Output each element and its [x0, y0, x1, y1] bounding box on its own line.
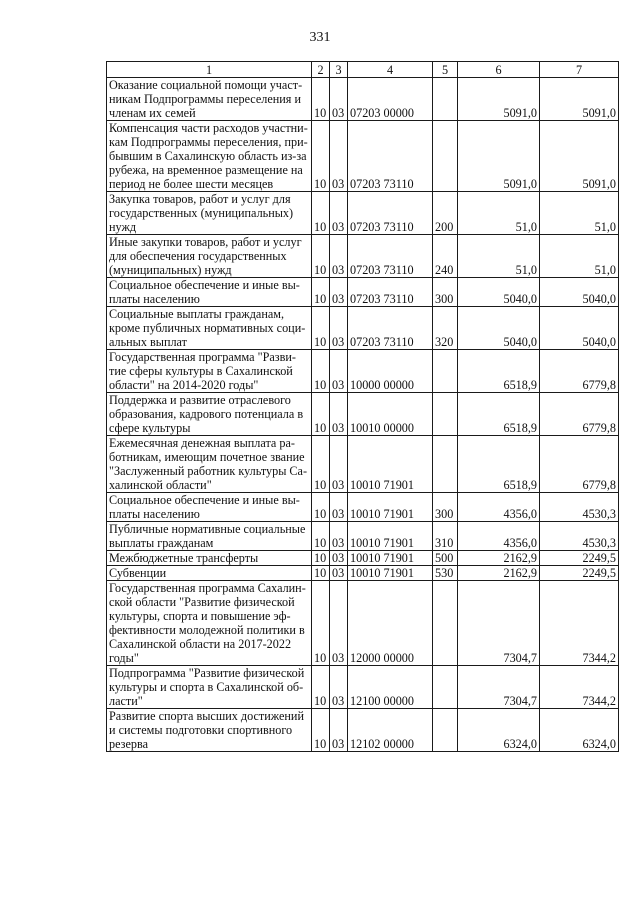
row-amount-year-1: 7304,7 [458, 581, 540, 666]
row-description: Закупка товаров, работ и услуг для государственных (муниципальных) нужд [107, 192, 312, 235]
header-col-7: 7 [540, 62, 619, 78]
row-amount-year-2: 51,0 [540, 192, 619, 235]
row-amount-year-2: 51,0 [540, 235, 619, 278]
row-description: Межбюджетные трансферты [107, 551, 312, 566]
row-description: Развитие спорта высших достижений и системы подготовки спортивного резерва [107, 709, 312, 752]
row-amount-year-2: 2249,5 [540, 551, 619, 566]
row-subsection-code: 03 [330, 709, 348, 752]
row-description: Поддержка и развитие отраслевого образования, кадрового потенциала в сфере культуры [107, 393, 312, 436]
row-section-code: 10 [312, 493, 330, 522]
header-col-3: 3 [330, 62, 348, 78]
row-description: Субвенции [107, 566, 312, 581]
row-section-code: 10 [312, 78, 330, 121]
row-expense-type [433, 436, 458, 493]
row-target-article: 10010 71901 [348, 522, 433, 551]
header-row [107, 62, 619, 78]
table-row [107, 235, 619, 278]
row-description: Социальное обеспечение и иные вы- платы населению [107, 278, 312, 307]
table-row [107, 709, 619, 752]
row-subsection-code: 03 [330, 581, 348, 666]
table-row [107, 566, 619, 581]
row-amount-year-2: 6779,8 [540, 350, 619, 393]
row-subsection-code: 03 [330, 522, 348, 551]
row-amount-year-1: 2162,9 [458, 566, 540, 581]
row-amount-year-2: 2249,5 [540, 566, 619, 581]
row-target-article: 07203 73110 [348, 278, 433, 307]
row-amount-year-1: 6518,9 [458, 436, 540, 493]
row-amount-year-1: 7304,7 [458, 666, 540, 709]
table-row [107, 350, 619, 393]
row-amount-year-2: 6324,0 [540, 709, 619, 752]
row-target-article: 07203 73110 [348, 121, 433, 192]
row-target-article: 12000 00000 [348, 581, 433, 666]
row-subsection-code: 03 [330, 493, 348, 522]
row-target-article: 07203 73110 [348, 307, 433, 350]
row-target-article: 07203 73110 [348, 235, 433, 278]
row-description: Компенсация части расходов участни- кам Подпрограммы переселения, при- бывшим в Сахалинскую область из-за рубежа, на временное размещение на период не более шести месяцев [107, 121, 312, 192]
row-description: Подпрограмма "Развитие физической культуры и спорта в Сахалинской об- ласти" [107, 666, 312, 709]
row-amount-year-1: 2162,9 [458, 551, 540, 566]
row-subsection-code: 03 [330, 551, 348, 566]
row-expense-type: 300 [433, 278, 458, 307]
row-amount-year-1: 5040,0 [458, 278, 540, 307]
row-expense-type: 300 [433, 493, 458, 522]
header-col-4: 4 [348, 62, 433, 78]
table-row [107, 493, 619, 522]
row-section-code: 10 [312, 581, 330, 666]
row-expense-type [433, 709, 458, 752]
row-amount-year-2: 4530,3 [540, 522, 619, 551]
row-target-article: 07203 73110 [348, 192, 433, 235]
row-expense-type [433, 393, 458, 436]
row-expense-type: 530 [433, 566, 458, 581]
row-description: Государственная программа "Разви- тие сферы культуры в Сахалинской области" на 2014-2020 годы" [107, 350, 312, 393]
row-amount-year-1: 6324,0 [458, 709, 540, 752]
row-subsection-code: 03 [330, 192, 348, 235]
row-amount-year-1: 4356,0 [458, 522, 540, 551]
row-description: Публичные нормативные социальные выплаты гражданам [107, 522, 312, 551]
table-row [107, 307, 619, 350]
row-target-article: 12102 00000 [348, 709, 433, 752]
page-number: 331 [309, 30, 331, 45]
row-expense-type: 500 [433, 551, 458, 566]
row-amount-year-1: 5091,0 [458, 78, 540, 121]
row-subsection-code: 03 [330, 350, 348, 393]
row-subsection-code: 03 [330, 278, 348, 307]
header-col-2: 2 [312, 62, 330, 78]
row-target-article: 07203 00000 [348, 78, 433, 121]
row-section-code: 10 [312, 522, 330, 551]
row-section-code: 10 [312, 307, 330, 350]
row-expense-type [433, 78, 458, 121]
row-expense-type: 310 [433, 522, 458, 551]
table-row [107, 551, 619, 566]
row-subsection-code: 03 [330, 566, 348, 581]
row-section-code: 10 [312, 192, 330, 235]
row-subsection-code: 03 [330, 436, 348, 493]
table-row [107, 278, 619, 307]
row-amount-year-2: 6779,8 [540, 393, 619, 436]
row-amount-year-1: 6518,9 [458, 393, 540, 436]
row-subsection-code: 03 [330, 78, 348, 121]
row-amount-year-2: 7344,2 [540, 581, 619, 666]
row-amount-year-2: 5091,0 [540, 121, 619, 192]
row-section-code: 10 [312, 121, 330, 192]
table-row [107, 436, 619, 493]
row-target-article: 10010 71901 [348, 493, 433, 522]
row-target-article: 10010 71901 [348, 436, 433, 493]
row-subsection-code: 03 [330, 235, 348, 278]
row-section-code: 10 [312, 436, 330, 493]
row-amount-year-1: 6518,9 [458, 350, 540, 393]
row-description: Социальное обеспечение и иные вы- платы населению [107, 493, 312, 522]
row-target-article: 12100 00000 [348, 666, 433, 709]
row-description: Социальные выплаты гражданам, кроме публичных нормативных соци- альных выплат [107, 307, 312, 350]
row-subsection-code: 03 [330, 121, 348, 192]
row-target-article: 10000 00000 [348, 350, 433, 393]
table-body [107, 78, 619, 752]
row-amount-year-1: 5091,0 [458, 121, 540, 192]
row-section-code: 10 [312, 393, 330, 436]
row-expense-type [433, 121, 458, 192]
row-section-code: 10 [312, 666, 330, 709]
row-amount-year-2: 5040,0 [540, 278, 619, 307]
row-description: Оказание социальной помощи участ- никам Подпрограммы переселения и членам их семей [107, 78, 312, 121]
table-row [107, 666, 619, 709]
row-expense-type: 240 [433, 235, 458, 278]
row-description: Государственная программа Сахалин- ской области "Развитие физической культуры, спорта и повышение эф- фективности молодежной политики в Сахалинской области на 2017-2022 годы" [107, 581, 312, 666]
row-subsection-code: 03 [330, 393, 348, 436]
table-row [107, 522, 619, 551]
budget-table [106, 61, 619, 752]
row-description: Ежемесячная денежная выплата ра- ботникам, имеющим почетное звание "Заслуженный работник культуры Са- халинской области" [107, 436, 312, 493]
row-amount-year-1: 51,0 [458, 235, 540, 278]
row-expense-type: 320 [433, 307, 458, 350]
row-amount-year-1: 4356,0 [458, 493, 540, 522]
table-row [107, 393, 619, 436]
row-section-code: 10 [312, 566, 330, 581]
header-col-6: 6 [458, 62, 540, 78]
row-section-code: 10 [312, 235, 330, 278]
row-expense-type [433, 350, 458, 393]
row-subsection-code: 03 [330, 307, 348, 350]
row-section-code: 10 [312, 709, 330, 752]
row-target-article: 10010 71901 [348, 566, 433, 581]
row-amount-year-2: 5040,0 [540, 307, 619, 350]
row-amount-year-2: 5091,0 [540, 78, 619, 121]
row-amount-year-1: 5040,0 [458, 307, 540, 350]
row-subsection-code: 03 [330, 666, 348, 709]
row-target-article: 10010 71901 [348, 551, 433, 566]
row-amount-year-2: 7344,2 [540, 666, 619, 709]
row-section-code: 10 [312, 278, 330, 307]
row-expense-type [433, 581, 458, 666]
row-section-code: 10 [312, 551, 330, 566]
row-description: Иные закупки товаров, работ и услуг для обеспечения государственных (муниципальных) нужд [107, 235, 312, 278]
table-row [107, 78, 619, 121]
row-expense-type: 200 [433, 192, 458, 235]
row-amount-year-1: 51,0 [458, 192, 540, 235]
header-col-1: 1 [107, 62, 312, 78]
row-amount-year-2: 6779,8 [540, 436, 619, 493]
row-expense-type [433, 666, 458, 709]
table-row [107, 121, 619, 192]
table-row [107, 581, 619, 666]
table-row [107, 192, 619, 235]
row-target-article: 10010 00000 [348, 393, 433, 436]
header-col-5: 5 [433, 62, 458, 78]
row-amount-year-2: 4530,3 [540, 493, 619, 522]
row-section-code: 10 [312, 350, 330, 393]
